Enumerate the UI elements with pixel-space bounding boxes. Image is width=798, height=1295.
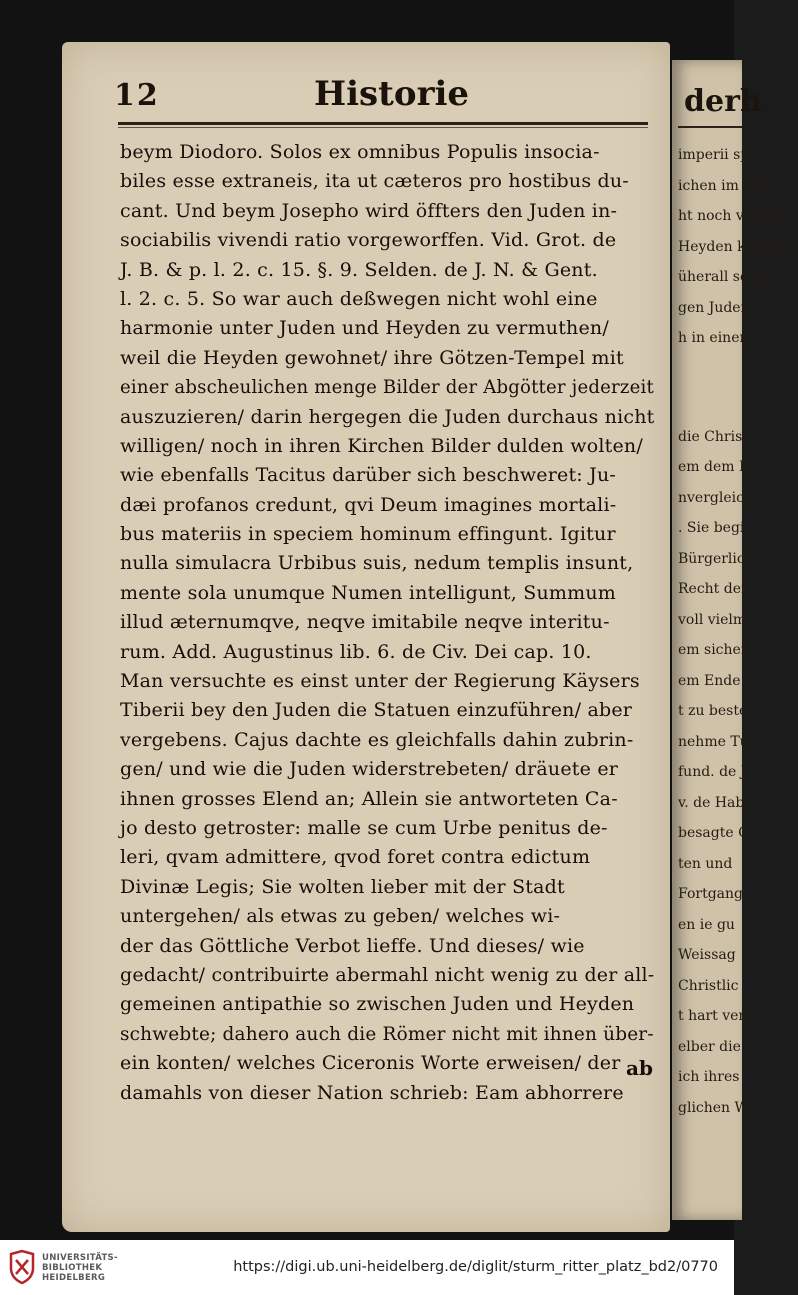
- facing-page-rule: [678, 126, 742, 128]
- facing-page-edge: [672, 60, 798, 1220]
- facing-page-line: t zu beste: [678, 703, 748, 719]
- facing-page-line: em Ende: [678, 672, 741, 689]
- facing-page-line: em dem Bür: [678, 459, 765, 475]
- text-line: der das Göttliche Verbot lieffe. Und dieses/ wie: [120, 934, 585, 957]
- facing-page-line: Weissag: [678, 947, 736, 963]
- logo-line-2: BIBLIOTHEK: [42, 1263, 103, 1273]
- text-line: Man versuchte es einst unter der Regierung Käysers: [120, 670, 640, 693]
- text-line: harmonie unter Juden und Heyden zu vermuthen/: [120, 317, 609, 340]
- header-rule: [118, 122, 648, 125]
- text-line: cant. Und beym Josepho wird öffters den Juden in-: [120, 199, 618, 222]
- facing-page-line: nehme Tug: [678, 733, 758, 750]
- text-line: willigen/ noch in ihren Kirchen Bilder dulden wolten/: [120, 434, 643, 457]
- text-line: schwebte; dahero auch die Römer nicht mit ihnen über-: [120, 1022, 654, 1045]
- text-line: sociabilis vivendi ratio vorgeworffen. Vid. Grot. de: [120, 229, 617, 252]
- body-text: [120, 138, 654, 1108]
- text-line: dæi profanos credunt, qvi Deum imagines mortali-: [120, 493, 617, 516]
- viewer-footer: [0, 1240, 734, 1295]
- facing-page-line: Fortgang: [678, 886, 743, 902]
- page-title: Historie: [314, 74, 470, 114]
- text-line: gen/ und wie die Juden widerstrebeten/ dräuete er: [120, 758, 619, 781]
- facing-page-line: ht noch verhin: [678, 208, 782, 224]
- source-url-link[interactable]: https://digi.ub.uni-heidelberg.de/diglit/sturm_ritter_platz_bd2/0770: [233, 1259, 718, 1275]
- text-line: l. 2. c. 5. So war auch deßwegen nicht wohl eine: [120, 287, 598, 310]
- text-line: ein konten/ welches Ciceronis Worte erweisen/ der: [120, 1052, 621, 1075]
- text-line: nulla simulacra Urbibus suis, nedum templis insunt,: [120, 552, 634, 575]
- text-line: J. B. & p. l. 2. c. 15. §. 9. Selden. de J. N. & Gent.: [120, 258, 598, 281]
- page-number: 12: [114, 78, 160, 113]
- facing-page-line: en ie gu: [678, 916, 735, 933]
- facing-page-line: . Sie begi: [678, 520, 745, 536]
- text-line: bus materiis in speciem hominum effingunt. Igitur: [120, 523, 616, 546]
- facing-page-line: Heyden keinen g: [678, 238, 798, 255]
- text-line: beym Diodoro. Solos ex omnibus Populis insocia-: [120, 141, 600, 163]
- facing-page-line: voll vielm: [678, 611, 747, 628]
- text-line: mente sola unumque Numen intelligunt, Summum: [120, 581, 616, 604]
- text-line: biles esse extraneis, ita ut cæteros pro hostibus du-: [120, 170, 629, 193]
- catchword: ab: [626, 1056, 653, 1080]
- facing-page-line: üherall so gle: [678, 269, 775, 285]
- text-line: rum. Add. Augustinus lib. 6. de Civ. Dei cap. 10.: [120, 640, 592, 663]
- facing-page-line: h in einen l: [678, 330, 758, 346]
- text-line: Divinæ Legis; Sie wolten lieber mit der Stadt: [120, 875, 565, 898]
- facing-page-gap: [678, 354, 758, 422]
- running-header: [114, 70, 654, 120]
- facing-page-line: elber die: [678, 1038, 741, 1055]
- facing-page-line: em sicher: [678, 642, 748, 658]
- text-line: leri, qvam admittere, qvod foret contra edictum: [120, 846, 591, 869]
- facing-page-line: ten und: [678, 855, 733, 872]
- text-line: wie ebenfalls Tacitus darüber sich beschweret: Ju-: [120, 464, 617, 487]
- text-line: einer abscheulichen menge Bilder der Abgötter jederzeit: [120, 376, 654, 399]
- facing-page-line: nvergleichl: [678, 489, 758, 506]
- text-line: vergebens. Cajus dachte es gleichfalls dahin zubrin-: [120, 728, 634, 751]
- facing-page-line: Bürgerlich: [678, 550, 754, 567]
- library-logo-text: [42, 1253, 118, 1283]
- facing-page-line: fund. de J. N: [678, 764, 767, 780]
- text-line: jo desto getroster: malle se cum Urbe penitus de-: [120, 816, 608, 839]
- library-logo-icon: [8, 1250, 36, 1284]
- facing-page-header: derh: [684, 84, 762, 119]
- facing-page-line: die Christ: [678, 428, 748, 445]
- facing-page-line: t hart vers: [678, 1008, 753, 1024]
- text-line: illud æternumqve, neqve imitabile neqve interitu-: [120, 611, 610, 634]
- text-line: damahls von dieser Nation schrieb: Eam abhorrere: [120, 1081, 624, 1104]
- facing-page-line: Christlic: [678, 977, 739, 994]
- facing-page-line: Recht der J: [678, 581, 758, 597]
- facing-page-line: glichen We: [678, 1099, 757, 1116]
- facing-page-line: ichen im We: [678, 177, 765, 194]
- facing-page-line: v. de Habi: [678, 794, 749, 811]
- facing-page-line: imperii sple: [678, 147, 763, 163]
- logo-line-1: UNIVERSITÄTS-: [42, 1253, 118, 1263]
- text-line: Tiberii bey den Juden die Statuen einzuführen/ aber: [120, 699, 633, 722]
- text-line: auszuzieren/ darin hergegen die Juden durchaus nicht: [120, 405, 655, 428]
- facing-page-lines: [678, 140, 798, 1123]
- header-rule-thin: [118, 127, 648, 128]
- facing-page-line: besagte C: [678, 825, 749, 841]
- text-line: gemeinen antipathie so zwischen Juden und Heyden: [120, 993, 635, 1016]
- text-line: weil die Heyden gewohnet/ ihre Götzen-Tempel mit: [120, 346, 624, 369]
- logo-line-3: HEIDELBERG: [42, 1273, 106, 1283]
- facing-page-line: ich ihres: [678, 1069, 740, 1085]
- text-line: ihnen grosses Elend an; Allein sie antworteten Ca-: [120, 787, 618, 810]
- facing-page-line: gen Juden: [678, 299, 750, 316]
- text-line: untergehen/ als etwas zu geben/ welches wi-: [120, 905, 561, 928]
- text-line: gedacht/ contribuirte abermahl nicht wenig zu der all-: [120, 963, 655, 986]
